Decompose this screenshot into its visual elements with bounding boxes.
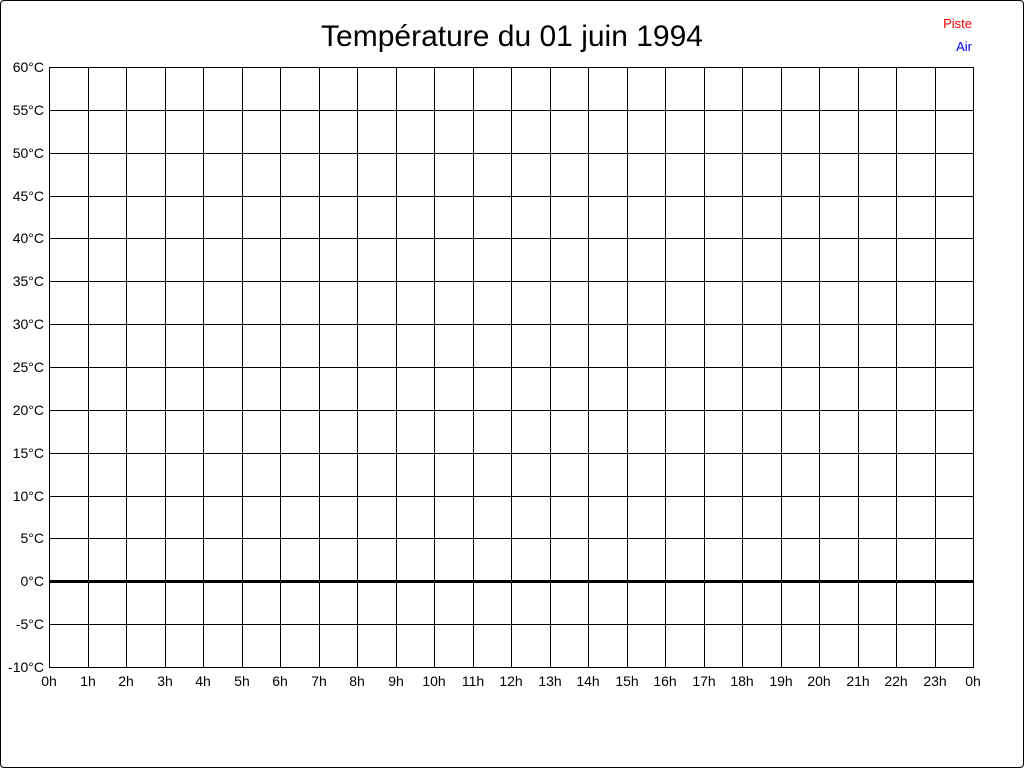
y-tick-label: -10°C [8,659,44,675]
y-tick-label: 15°C [12,445,44,461]
gridline-horizontal [49,67,974,68]
y-tick-label: 50°C [12,145,44,161]
y-tick-label: 20°C [12,402,44,418]
y-tick-label: 0°C [20,573,44,589]
x-tick-label: 18h [730,673,754,689]
gridline-horizontal [49,324,974,325]
gridline-horizontal [49,453,974,454]
gridline-horizontal [49,667,974,668]
gridline-horizontal [49,410,974,411]
y-tick-label: 60°C [12,59,44,75]
x-tick-label: 0h [41,673,57,689]
plot-area [49,67,974,668]
chart-title: Température du 01 juin 1994 [321,20,703,53]
y-tick-label: 10°C [12,488,44,504]
x-tick-label: 12h [499,673,523,689]
gridline-horizontal [49,110,974,111]
x-tick-label: 22h [884,673,908,689]
legend-item-piste: Piste [943,16,972,31]
x-tick-label: 11h [461,673,485,689]
x-tick-label: 23h [923,673,947,689]
x-tick-label: 9h [388,673,404,689]
gridline-horizontal [49,367,974,368]
x-tick-label: 8h [349,673,365,689]
x-tick-label: 15h [615,673,639,689]
y-tick-label: 40°C [12,230,44,246]
x-tick-label: 16h [653,673,677,689]
gridline-horizontal [49,281,974,282]
y-tick-label: 45°C [12,188,44,204]
x-tick-label: 21h [846,673,870,689]
x-tick-label: 3h [157,673,173,689]
y-tick-label: 5°C [20,530,44,546]
y-tick-label: 35°C [12,273,44,289]
x-tick-label: 17h [692,673,716,689]
y-tick-label: 25°C [12,359,44,375]
y-tick-label: -5°C [15,616,44,632]
x-tick-label: 6h [272,673,288,689]
legend-item-air: Air [956,39,972,54]
gridline-horizontal [49,196,974,197]
gridline-horizontal [49,153,974,154]
x-tick-label: 20h [807,673,831,689]
y-tick-label: 30°C [12,316,44,332]
x-tick-label: 2h [118,673,134,689]
gridline-horizontal [49,538,974,539]
x-tick-label: 4h [195,673,211,689]
x-tick-label: 1h [80,673,96,689]
gridline-horizontal [49,238,974,239]
x-tick-label: 0h [965,673,981,689]
x-tick-label: 14h [576,673,600,689]
chart-legend [943,16,972,62]
x-tick-label: 5h [234,673,250,689]
zero-axis-line [49,580,974,583]
x-tick-label: 19h [769,673,793,689]
gridline-horizontal [49,624,974,625]
x-tick-label: 10h [422,673,446,689]
x-tick-label: 7h [311,673,327,689]
x-tick-label: 13h [538,673,562,689]
y-tick-label: 55°C [12,102,44,118]
gridline-horizontal [49,496,974,497]
